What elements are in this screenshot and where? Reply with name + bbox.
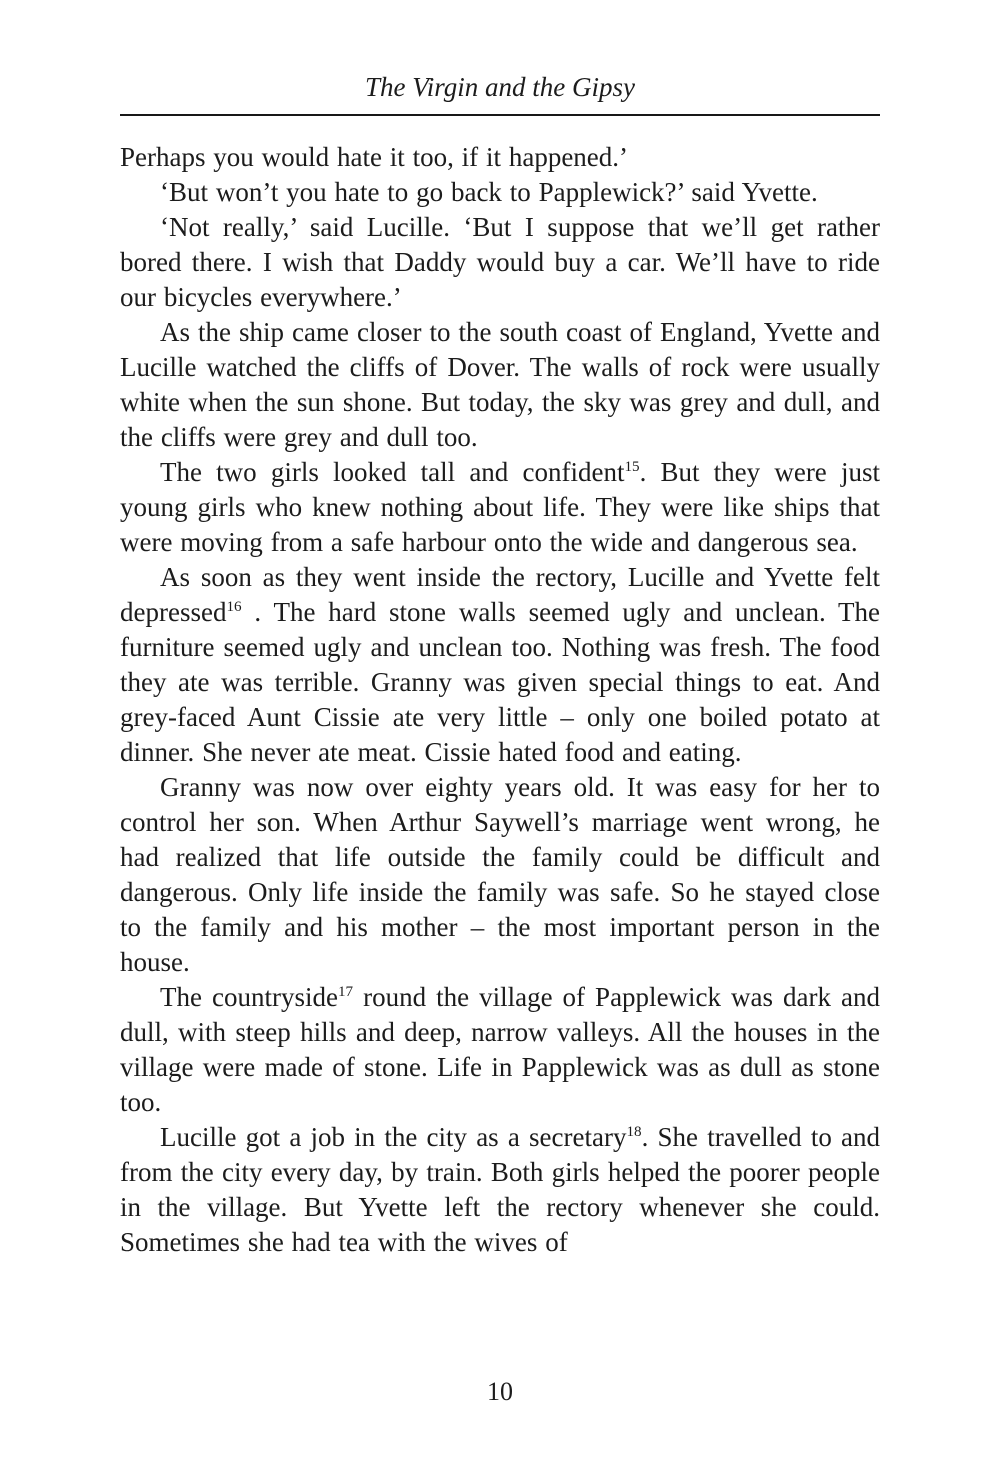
paragraph-text: . She travelled to and from the city every day, by train. Both girls helped the poorer people in the village. But Yvette left the rectory whenever she could. Sometimes she had tea with the wives of	[120, 1122, 880, 1257]
footnote-ref: 18	[626, 1124, 642, 1140]
header-rule	[120, 114, 880, 116]
paragraph-text: As the ship came closer to the south coast of England, Yvette and Lucille watched the cliffs of Dover. The walls of rock were usually white when the sun shone. But today, the sky was grey and dull, and the cliffs were grey and dull too.	[120, 317, 880, 452]
paragraph-text: round the village of Papplewick was dark and dull, with steep hills and deep, narrow valleys. All the houses in the village were made of stone. Life in Papplewick was as dull as stone too.	[120, 982, 881, 1117]
paragraph	[120, 175, 880, 210]
footnote-ref: 17	[337, 984, 354, 1000]
body-text	[120, 140, 880, 1260]
paragraph-text: ‘But won’t you hate to go back to Papplewick?’ said Yvette.	[160, 177, 818, 207]
paragraph	[120, 210, 880, 315]
paragraph-text: ‘Not really,’ said Lucille. ‘But I suppose that we’ll get rather bored there. I wish that Daddy would buy a car. We’ll have to ride our bicycles everywhere.’	[120, 212, 880, 312]
footnote-ref: 15	[624, 459, 640, 475]
paragraph-text: Perhaps you would hate it too, if it happened.’	[120, 142, 629, 172]
paragraph	[120, 140, 880, 175]
paragraph	[120, 560, 880, 770]
paragraph	[120, 455, 880, 560]
paragraph	[120, 770, 880, 980]
paragraph	[120, 980, 880, 1120]
paragraph	[120, 1120, 880, 1260]
paragraph-text: Granny was now over eighty years old. It was easy for her to control her son. When Arthur Saywell’s marriage went wrong, he had realized that life outside the family could be difficult and dangerous. Only life inside the family was safe. So he stayed close to the family and his mother – the most important person in the house.	[120, 772, 880, 977]
footnote-ref: 16	[226, 599, 242, 615]
paragraph-text: . But they were just young girls who knew nothing about life. They were like ships that were moving from a safe harbour onto the wide and dangerous sea.	[120, 457, 880, 557]
book-title: The Virgin and the Gipsy	[365, 72, 635, 102]
paragraph-text: The two girls looked tall and confident	[160, 457, 625, 487]
paragraph	[120, 315, 880, 455]
page-number: 10	[487, 1377, 513, 1406]
paragraph-text: As soon as they went inside the rectory, Lucille and Yvette felt depressed	[120, 562, 880, 627]
paragraph-text: Lucille got a job in the city as a secretary	[160, 1122, 627, 1152]
running-header	[0, 0, 1000, 116]
page-footer	[0, 1377, 1000, 1407]
paragraph-text: The countryside	[160, 982, 338, 1012]
paragraph-text: . The hard stone walls seemed ugly and unclean. The furniture seemed ugly and unclean too. Nothing was fresh. The food they ate was terrible. Granny was given special things to eat. And grey-faced Aunt Cissie ate very little – only one boiled potato at dinner. She never ate meat. Cissie hated food and eating.	[120, 597, 880, 767]
